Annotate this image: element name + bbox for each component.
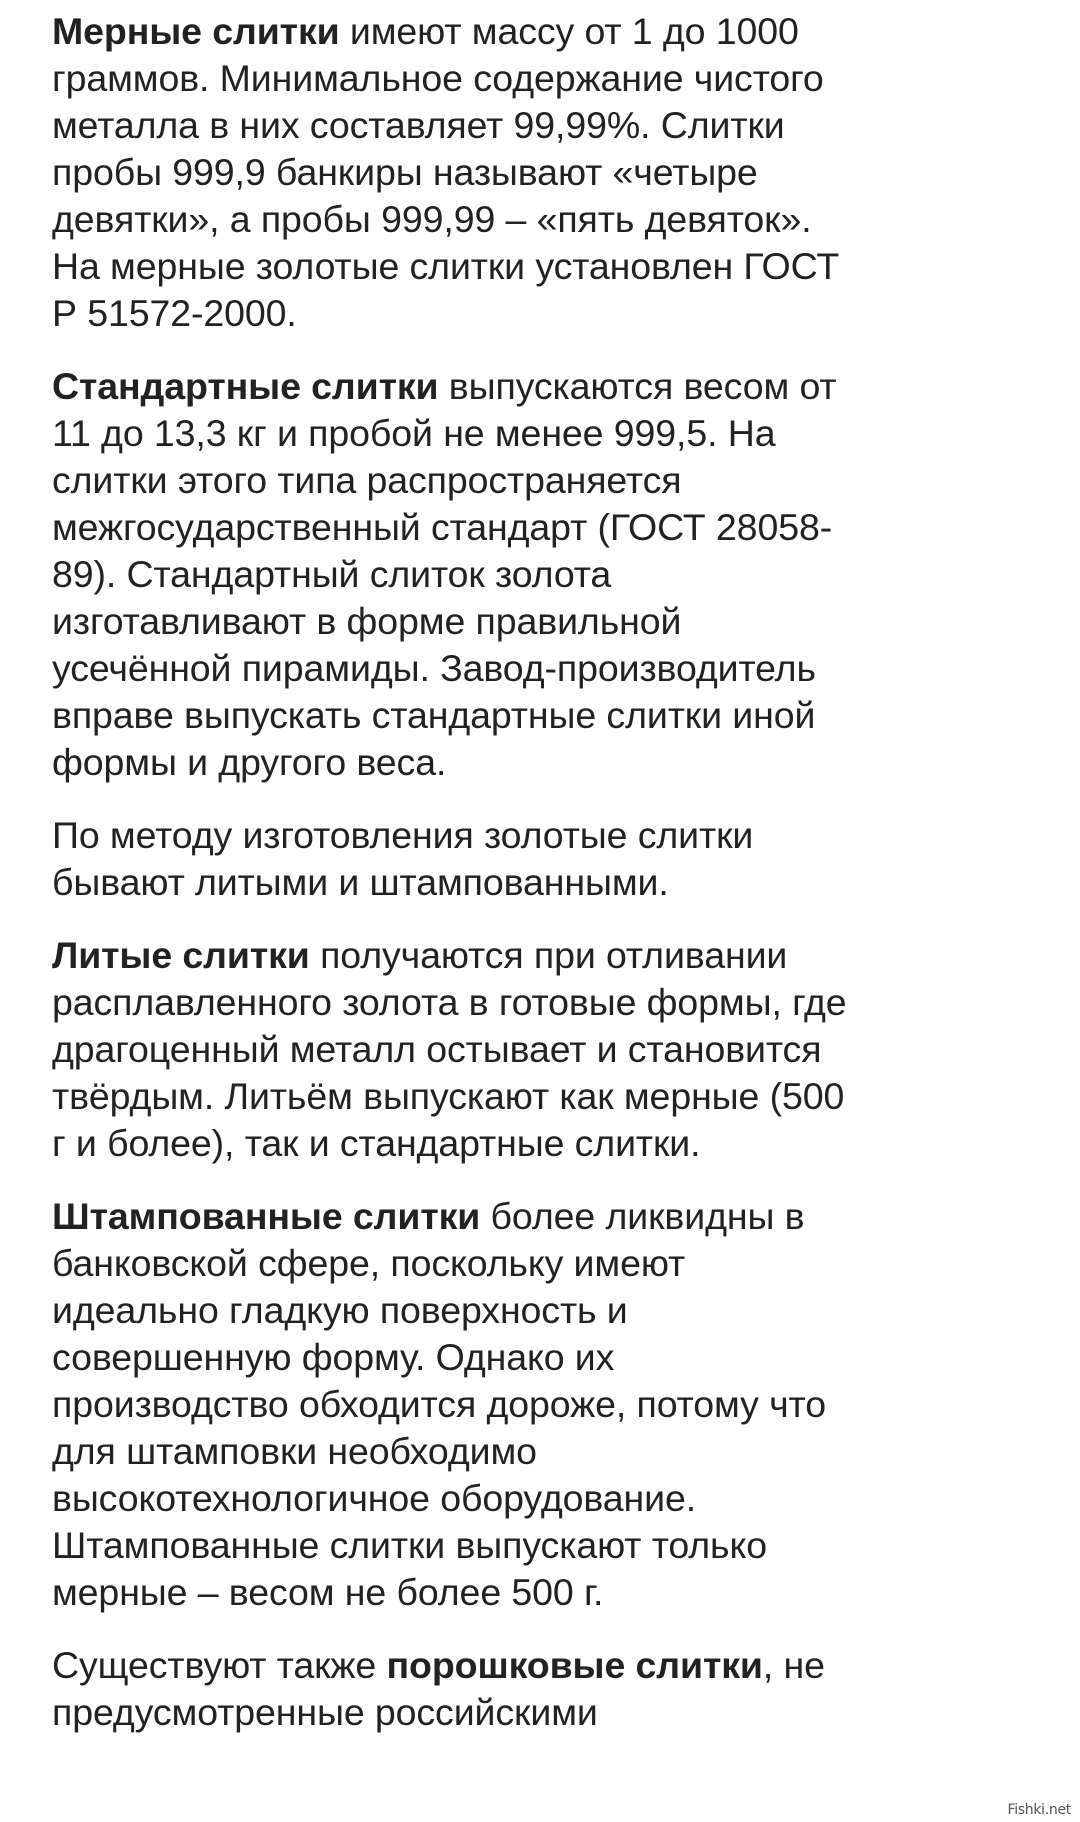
paragraph-standard-bars — [52, 363, 852, 786]
term-standard-bars: Стандартные слитки — [52, 365, 439, 407]
paragraph-text: получаются при отливании расплавленного золота в готовые формы, где драгоценный металл остывает и становится твёрдым. Литьём выпускают как мерные (500 г и более), так и стандартные слитки. — [52, 934, 847, 1164]
paragraph-text: По методу изготовления золотые слитки бывают литыми и штампованными. — [52, 814, 754, 903]
paragraph-text: более ликвидны в банковской сфере, поскольку имеют идеально гладкую поверхность и совершенную форму. Однако их производство обходится дороже, потому что для штамповки необходимо высокотехнологичное оборудование. Штампованные слитки выпускают только мерные – весом не более 500 г. — [52, 1195, 826, 1613]
article-text — [52, 8, 852, 1762]
paragraph-text: , не предусмотренные российскими — [52, 1644, 825, 1733]
paragraph-text: имеют массу от 1 до 1000 граммов. Минимальное содержание чистого металла в них составляет 99,99%. Слитки пробы 999,9 банкиры называют «четыре девятки», а пробы 999,99 – «пять девяток». На мерные золотые слитки установлен ГОСТ Р 51572-2000. — [52, 10, 840, 334]
paragraph-cast-bars — [52, 932, 852, 1167]
paragraph-stamped-bars — [52, 1193, 852, 1616]
term-measured-bars: Мерные слитки — [52, 10, 340, 52]
term-cast-bars: Литые слитки — [52, 934, 310, 976]
paragraph-powder-bars — [52, 1642, 852, 1736]
paragraph-manufacturing-method — [52, 812, 852, 906]
paragraph-text: выпускаются весом от 11 до 13,3 кг и пробой не менее 999,5. На слитки этого типа распространяется межгосударственный стандарт (ГОСТ 28058-89). Стандартный слиток золота изготавливают в форме правильной усечённой пирамиды. Завод-производитель вправе выпускать стандартные слитки иной формы и другого веса. — [52, 365, 837, 783]
watermark: Fishki.net — [1004, 1802, 1074, 1818]
paragraph-text: Существуют также — [52, 1644, 387, 1686]
term-powder-bars: порошковые слитки — [386, 1644, 763, 1686]
paragraph-measured-bars — [52, 8, 852, 337]
term-stamped-bars: Штампованные слитки — [52, 1195, 481, 1237]
